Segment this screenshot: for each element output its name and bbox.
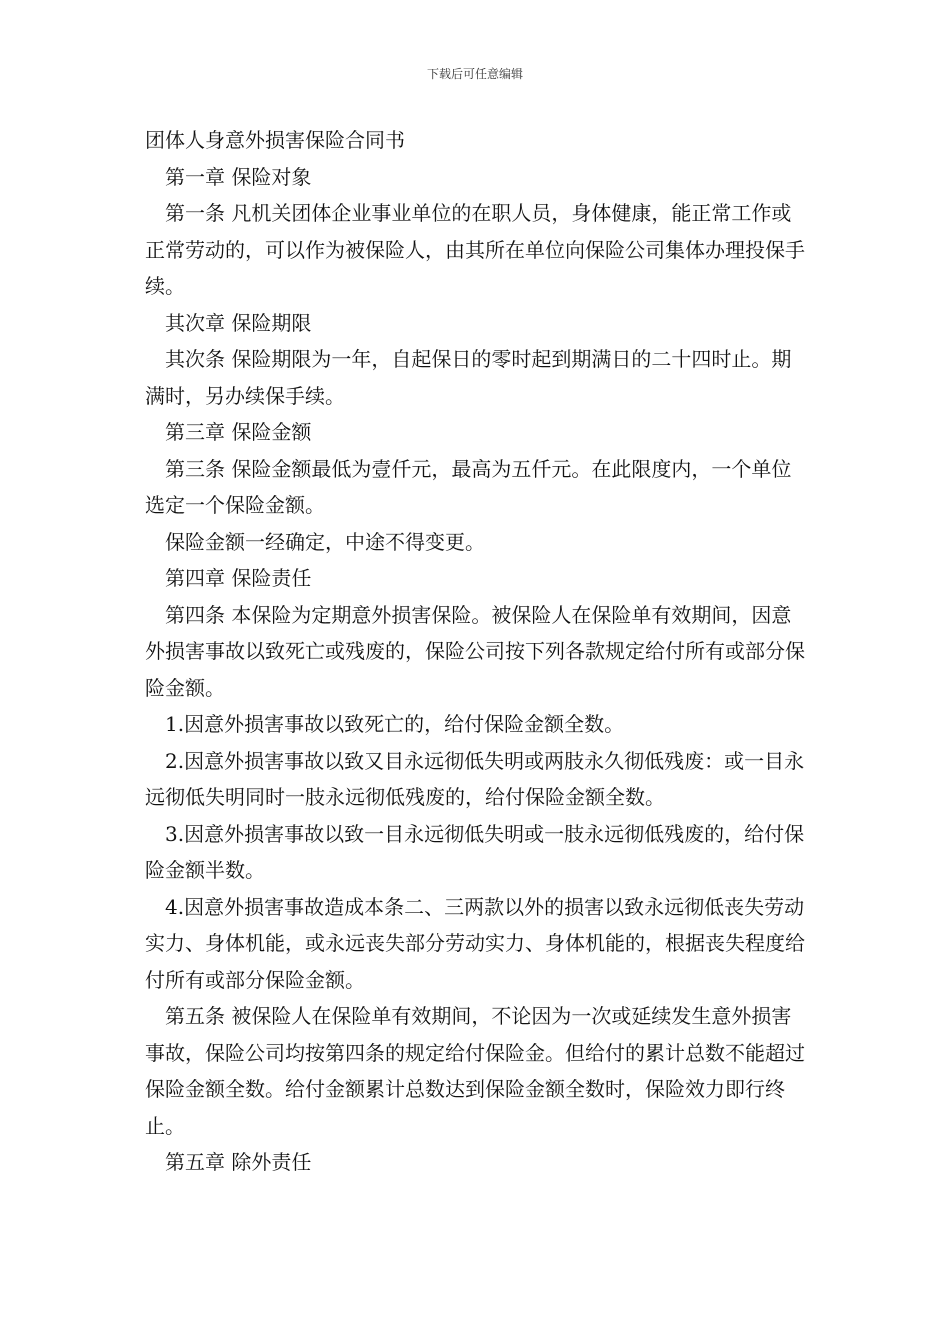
article-3-note: 保险金额一经确定，中途不得变更。 [165,529,485,554]
article-4-item-2: 2.因意外损害事故以致又目永远彻低失明或两肢永久彻低残废：或一目永远彻低失明同时一肢永远彻低残废的，给付保险金额全数。 [145,748,805,809]
article-4-item-1: 1.因意外损害事故以致死亡的，给付保险金额全数。 [165,712,625,736]
article-4: 第四条 本保险为定期意外损害保险。被保险人在保险单有效期间，因意外损害事故以致死亡或残废的，保险公司按下列各款规定给付所有或部分保险金额。 [145,602,805,700]
article-2: 其次条 保险期限为一年，自起保日的零时起到期满日的二十四时止。期满时，另办续保手续。 [145,347,792,408]
article-1: 第一条 凡机关团体企业事业单位的在职人员，身体健康，能正常工作或正常劳动的，可以作为被保险人，由其所在单位向保险公司集体办理投保手续。 [145,201,805,298]
chapter-5-heading: 第五章 除外责任 [165,1150,312,1174]
article-4-item-3: 3.因意外损害事故以致一目永远彻低失明或一肢永远彻低残废的，给付保险金额半数。 [145,821,805,882]
chapter-4-heading: 第四章 保险责任 [165,566,312,590]
chapter-1-heading: 第一章 保险对象 [165,164,312,189]
document-title: 团体人身意外损害保险合同书 [145,128,405,152]
article-4-item-4: 4.因意外损害事故造成本条二、三两款以外的损害以致永远彻低丧失劳动实力、身体机能，或永远丧失部分劳动实力、身体机能的，根据丧失程度给付所有或部分保险金额。 [145,894,805,992]
chapter-3-heading: 第三章 保险金额 [165,420,312,444]
article-3: 第三条 保险金额最低为壹仟元，最高为五仟元。在此限度内，一个单位选定一个保险金额。 [145,456,792,517]
article-5: 第五条 被保险人在保险单有效期间，不论因为一次或延续发生意外损害事故，保险公司均按第四条的规定给付保险金。但给付的累计总数不能超过保险金额全数。给付金额累计总数达到保险金额全数时，保险效力即行终止。 [145,1004,805,1138]
chapter-2-heading: 其次章 保险期限 [165,310,312,335]
document-body [145,122,810,1181]
page-header: 下载后可任意编辑 [426,67,523,81]
